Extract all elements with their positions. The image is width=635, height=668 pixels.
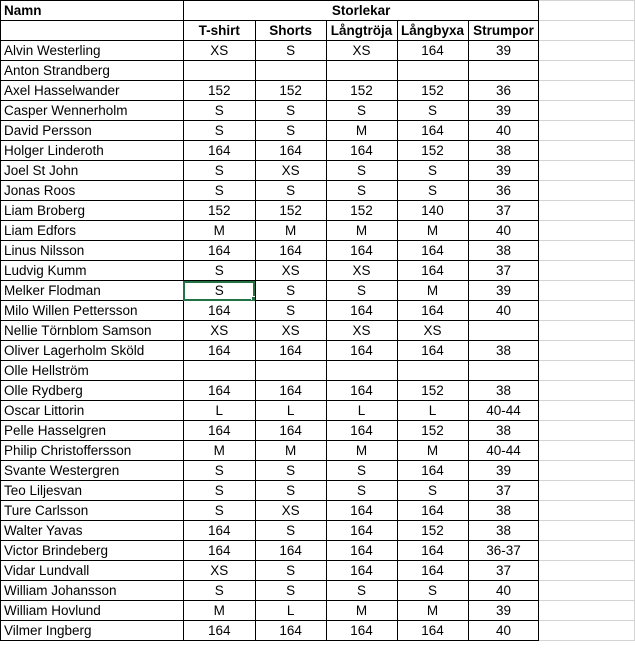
size-cell-langtroja[interactable]: 164	[326, 501, 397, 521]
player-name-cell[interactable]: Milo Willen Pettersson	[1, 301, 184, 321]
size-cell-tshirt[interactable]: 164	[183, 521, 255, 541]
size-cell-langtroja[interactable]: M	[326, 441, 397, 461]
size-cell-tshirt[interactable]: S	[183, 161, 255, 181]
size-cell-shorts[interactable]: XS	[255, 161, 326, 181]
size-cell-strumpor[interactable]	[468, 321, 539, 341]
size-cell-langtroja[interactable]: 164	[326, 141, 397, 161]
size-cell-langbyxa[interactable]: 152	[397, 81, 468, 101]
table-row	[1, 181, 635, 201]
size-cell-langtroja[interactable]: 164	[326, 341, 397, 361]
size-cell-langtroja[interactable]: S	[326, 181, 397, 201]
empty-cell[interactable]	[539, 601, 635, 621]
empty-cell[interactable]	[539, 301, 635, 321]
size-cell-langbyxa[interactable]: S	[397, 481, 468, 501]
table-row	[1, 121, 635, 141]
empty-cell[interactable]	[539, 581, 635, 601]
column-header-langtroja[interactable]: Långtröja	[326, 21, 397, 41]
size-cell-strumpor[interactable]: 39	[468, 161, 539, 181]
size-cell-tshirt[interactable]: XS	[183, 561, 255, 581]
size-cell-langtroja[interactable]: 164	[326, 521, 397, 541]
player-name-cell[interactable]: Melker Flodman	[1, 281, 184, 301]
size-cell-strumpor[interactable]: 37	[468, 561, 539, 581]
namn-header[interactable]: Namn	[1, 1, 184, 21]
size-cell-shorts[interactable]: 164	[255, 241, 326, 261]
size-cell-langtroja[interactable]: 164	[326, 621, 397, 641]
size-cell-tshirt[interactable]: S	[183, 461, 255, 481]
empty-cell[interactable]	[539, 101, 635, 121]
size-cell-shorts[interactable]: XS	[255, 321, 326, 341]
empty-cell[interactable]	[539, 441, 635, 461]
size-cell-shorts[interactable]	[255, 61, 326, 81]
column-header-tshirt[interactable]: T-shirt	[183, 21, 255, 41]
size-cell-tshirt[interactable]: 164	[183, 241, 255, 261]
table-row	[1, 281, 635, 301]
empty-cell[interactable]	[539, 281, 635, 301]
size-cell-langbyxa[interactable]: M	[397, 601, 468, 621]
size-cell-strumpor[interactable]: 37	[468, 261, 539, 281]
player-name-cell[interactable]: Axel Hasselwander	[1, 81, 184, 101]
size-cell-tshirt[interactable]: 152	[183, 201, 255, 221]
empty-cell[interactable]	[539, 421, 635, 441]
empty-cell[interactable]	[539, 61, 635, 81]
table-row	[1, 201, 635, 221]
size-cell-tshirt[interactable]: S	[183, 481, 255, 501]
size-cell-langbyxa[interactable]: 152	[397, 381, 468, 401]
size-cell-tshirt[interactable]: 164	[183, 381, 255, 401]
player-name-cell[interactable]: Nellie Törnblom Samson	[1, 321, 184, 341]
size-cell-langtroja[interactable]: S	[326, 161, 397, 181]
empty-cell[interactable]	[539, 501, 635, 521]
size-cell-langtroja[interactable]: M	[326, 601, 397, 621]
size-cell-tshirt[interactable]	[183, 361, 255, 381]
table-row	[1, 621, 635, 641]
table-row	[1, 241, 635, 261]
table-row	[1, 101, 635, 121]
size-cell-tshirt[interactable]: S	[183, 501, 255, 521]
size-cell-shorts[interactable]: XS	[255, 501, 326, 521]
empty-cell[interactable]	[539, 621, 635, 641]
table-row	[1, 501, 635, 521]
size-cell-shorts[interactable]: S	[255, 561, 326, 581]
empty-cell[interactable]	[539, 521, 635, 541]
player-name-cell[interactable]: Walter Yavas	[1, 521, 184, 541]
size-cell-tshirt[interactable]: M	[183, 221, 255, 241]
size-cell-strumpor[interactable]: 38	[468, 341, 539, 361]
size-cell-strumpor[interactable]: 38	[468, 421, 539, 441]
table-row	[1, 581, 635, 601]
player-name-cell[interactable]: Casper Wennerholm	[1, 101, 184, 121]
table-row	[1, 81, 635, 101]
size-cell-strumpor[interactable]: 36	[468, 181, 539, 201]
table-row	[1, 261, 635, 281]
empty-cell[interactable]	[539, 561, 635, 581]
size-cell-langtroja[interactable]: M	[326, 221, 397, 241]
size-cell-langbyxa[interactable]: 152	[397, 521, 468, 541]
empty-cell[interactable]	[539, 221, 635, 241]
size-cell-langbyxa[interactable]: L	[397, 401, 468, 421]
table-row	[1, 221, 635, 241]
size-cell-langtroja[interactable]: L	[326, 401, 397, 421]
size-cell-strumpor[interactable]: 38	[468, 141, 539, 161]
size-cell-tshirt[interactable]: 164	[183, 621, 255, 641]
size-cell-langbyxa[interactable]: 164	[397, 301, 468, 321]
table-row	[1, 381, 635, 401]
size-cell-shorts[interactable]: S	[255, 101, 326, 121]
empty-cell[interactable]	[539, 81, 635, 101]
size-cell-langtroja[interactable]: M	[326, 121, 397, 141]
empty-cell[interactable]	[539, 121, 635, 141]
player-name-cell[interactable]: Svante Westergren	[1, 461, 184, 481]
size-cell-strumpor[interactable]: 40	[468, 621, 539, 641]
size-cell-langbyxa[interactable]: S	[397, 101, 468, 121]
empty-cell[interactable]	[539, 481, 635, 501]
size-cell-strumpor[interactable]	[468, 61, 539, 81]
size-cell-shorts[interactable]: 164	[255, 541, 326, 561]
size-cell-shorts[interactable]: S	[255, 41, 326, 61]
size-cell-langtroja[interactable]: S	[326, 581, 397, 601]
size-cell-strumpor[interactable]	[468, 361, 539, 381]
table-row	[1, 341, 635, 361]
player-name-cell[interactable]: Olle Rydberg	[1, 381, 184, 401]
size-cell-langbyxa[interactable]: XS	[397, 321, 468, 341]
size-cell-langbyxa[interactable]: M	[397, 441, 468, 461]
empty-cell[interactable]	[539, 141, 635, 161]
size-cell-tshirt[interactable]: 164	[183, 541, 255, 561]
size-cell-langtroja[interactable]: 164	[326, 421, 397, 441]
table-row	[1, 541, 635, 561]
size-cell-langtroja[interactable]: S	[326, 481, 397, 501]
size-cell-shorts[interactable]: S	[255, 521, 326, 541]
size-cell-langbyxa[interactable]: 164	[397, 621, 468, 641]
player-name-cell[interactable]: Liam Broberg	[1, 201, 184, 221]
size-cell-langtroja[interactable]	[326, 61, 397, 81]
size-cell-strumpor[interactable]: 40-44	[468, 441, 539, 461]
table-row	[1, 321, 635, 341]
size-cell-shorts[interactable]: 152	[255, 201, 326, 221]
size-cell-strumpor[interactable]: 39	[468, 101, 539, 121]
empty-cell[interactable]	[539, 461, 635, 481]
empty-header-cell[interactable]	[1, 21, 184, 41]
size-cell-shorts[interactable]: S	[255, 281, 326, 301]
size-cell-shorts[interactable]: 164	[255, 341, 326, 361]
size-cell-langbyxa[interactable]	[397, 361, 468, 381]
size-cell-langtroja[interactable]: S	[326, 461, 397, 481]
size-cell-tshirt[interactable]: L	[183, 401, 255, 421]
size-cell-shorts[interactable]: 164	[255, 381, 326, 401]
player-name-cell[interactable]: Olle Hellström	[1, 361, 184, 381]
size-cell-langtroja[interactable]: 164	[326, 561, 397, 581]
size-cell-langbyxa[interactable]: 164	[397, 461, 468, 481]
size-cell-langbyxa[interactable]: M	[397, 221, 468, 241]
size-cell-langtroja[interactable]: 152	[326, 201, 397, 221]
size-cell-langbyxa[interactable]: 152	[397, 141, 468, 161]
size-cell-langtroja[interactable]: 164	[326, 241, 397, 261]
table-row	[1, 141, 635, 161]
size-cell-strumpor[interactable]: 39	[468, 41, 539, 61]
column-header-shorts[interactable]: Shorts	[255, 21, 326, 41]
size-cell-tshirt[interactable]: S	[183, 101, 255, 121]
player-name-cell[interactable]: Victor Brindeberg	[1, 541, 184, 561]
player-name-cell[interactable]: Pelle Hasselgren	[1, 421, 184, 441]
size-cell-langtroja[interactable]: S	[326, 281, 397, 301]
size-cell-langbyxa[interactable]: 164	[397, 501, 468, 521]
player-name-cell[interactable]: Oscar Littorin	[1, 401, 184, 421]
table-row	[1, 421, 635, 441]
selected-cell[interactable]: S	[183, 281, 255, 301]
player-name-cell[interactable]: Jonas Roos	[1, 181, 184, 201]
empty-cell[interactable]	[539, 1, 635, 21]
size-cell-tshirt[interactable]: M	[183, 601, 255, 621]
size-cell-langtroja[interactable]	[326, 361, 397, 381]
size-cell-tshirt[interactable]: 164	[183, 141, 255, 161]
table-row	[1, 561, 635, 581]
player-name-cell[interactable]: Vilmer Ingberg	[1, 621, 184, 641]
player-name-cell[interactable]: Philip Christoffersson	[1, 441, 184, 461]
size-cell-shorts[interactable]: L	[255, 601, 326, 621]
player-name-cell[interactable]: William Hovlund	[1, 601, 184, 621]
player-name-cell[interactable]: Ture Carlsson	[1, 501, 184, 521]
size-cell-strumpor[interactable]: 38	[468, 241, 539, 261]
size-cell-langtroja[interactable]: XS	[326, 261, 397, 281]
size-cell-langtroja[interactable]: XS	[326, 321, 397, 341]
size-cell-strumpor[interactable]: 38	[468, 521, 539, 541]
size-cell-langbyxa[interactable]: 164	[397, 121, 468, 141]
header-row-2	[1, 21, 635, 41]
size-cell-langbyxa[interactable]: S	[397, 181, 468, 201]
player-name-cell[interactable]: Vidar Lundvall	[1, 561, 184, 581]
size-cell-langbyxa[interactable]: S	[397, 161, 468, 181]
size-cell-strumpor[interactable]: 40-44	[468, 401, 539, 421]
player-name-cell[interactable]: Joel St John	[1, 161, 184, 181]
size-cell-shorts[interactable]: L	[255, 401, 326, 421]
size-cell-langtroja[interactable]: 164	[326, 301, 397, 321]
empty-cell[interactable]	[539, 241, 635, 261]
table-row	[1, 361, 635, 381]
size-cell-strumpor[interactable]: 36	[468, 81, 539, 101]
size-cell-strumpor[interactable]: 37	[468, 201, 539, 221]
size-cell-tshirt[interactable]	[183, 61, 255, 81]
size-cell-strumpor[interactable]: 40	[468, 581, 539, 601]
size-cell-tshirt[interactable]: 164	[183, 421, 255, 441]
empty-cell[interactable]	[539, 381, 635, 401]
size-cell-langbyxa[interactable]: 164	[397, 241, 468, 261]
size-cell-langtroja[interactable]: S	[326, 101, 397, 121]
table-row	[1, 61, 635, 81]
size-cell-tshirt[interactable]: 164	[183, 301, 255, 321]
size-cell-langbyxa[interactable]: M	[397, 281, 468, 301]
size-cell-langbyxa[interactable]: S	[397, 581, 468, 601]
size-cell-langbyxa[interactable]: 164	[397, 341, 468, 361]
size-cell-shorts[interactable]: S	[255, 121, 326, 141]
table-row	[1, 601, 635, 621]
size-cell-tshirt[interactable]: S	[183, 261, 255, 281]
size-cell-langtroja[interactable]: 164	[326, 541, 397, 561]
empty-cell[interactable]	[539, 201, 635, 221]
size-cell-langbyxa[interactable]	[397, 61, 468, 81]
size-cell-langbyxa[interactable]: 164	[397, 261, 468, 281]
size-cell-shorts[interactable]	[255, 361, 326, 381]
table-row	[1, 401, 635, 421]
empty-cell[interactable]	[539, 161, 635, 181]
size-cell-shorts[interactable]: XS	[255, 261, 326, 281]
size-cell-shorts[interactable]: 152	[255, 81, 326, 101]
table-row	[1, 301, 635, 321]
size-cell-shorts[interactable]: 164	[255, 621, 326, 641]
header-row-1	[1, 1, 635, 21]
empty-cell[interactable]	[539, 341, 635, 361]
size-cell-strumpor[interactable]: 40	[468, 301, 539, 321]
column-header-langbyxa[interactable]: Långbyxa	[397, 21, 468, 41]
size-cell-tshirt[interactable]: M	[183, 441, 255, 461]
size-cell-tshirt[interactable]: XS	[183, 321, 255, 341]
size-cell-langbyxa[interactable]: 164	[397, 41, 468, 61]
size-cell-langbyxa[interactable]: 140	[397, 201, 468, 221]
size-cell-shorts[interactable]: S	[255, 461, 326, 481]
size-cell-shorts[interactable]: S	[255, 481, 326, 501]
size-cell-langbyxa[interactable]: 164	[397, 561, 468, 581]
size-cell-strumpor[interactable]: 38	[468, 381, 539, 401]
size-cell-strumpor[interactable]: 39	[468, 601, 539, 621]
storlekar-header[interactable]: Storlekar	[183, 1, 539, 21]
size-cell-strumpor[interactable]: 39	[468, 281, 539, 301]
size-cell-shorts[interactable]: 164	[255, 141, 326, 161]
size-cell-tshirt[interactable]: 152	[183, 81, 255, 101]
size-cell-langtroja[interactable]: 164	[326, 381, 397, 401]
player-name-cell[interactable]: Linus Nilsson	[1, 241, 184, 261]
size-cell-shorts[interactable]: S	[255, 581, 326, 601]
player-name-cell[interactable]: Ludvig Kumm	[1, 261, 184, 281]
player-name-cell[interactable]: David Persson	[1, 121, 184, 141]
player-name-cell[interactable]: Liam Edfors	[1, 221, 184, 241]
empty-cell[interactable]	[539, 181, 635, 201]
size-cell-strumpor[interactable]: 39	[468, 461, 539, 481]
size-cell-shorts[interactable]: S	[255, 181, 326, 201]
player-name-cell[interactable]: Anton Strandberg	[1, 61, 184, 81]
size-cell-tshirt[interactable]: S	[183, 181, 255, 201]
empty-cell[interactable]	[539, 261, 635, 281]
size-cell-shorts[interactable]: M	[255, 221, 326, 241]
size-cell-tshirt[interactable]: S	[183, 581, 255, 601]
table-row	[1, 461, 635, 481]
player-name-cell[interactable]: Alvin Westerling	[1, 41, 184, 61]
size-cell-langbyxa[interactable]: 152	[397, 421, 468, 441]
empty-cell[interactable]	[539, 361, 635, 381]
size-cell-tshirt[interactable]: 164	[183, 341, 255, 361]
size-cell-langtroja[interactable]: 152	[326, 81, 397, 101]
size-cell-strumpor[interactable]: 36-37	[468, 541, 539, 561]
player-name-cell[interactable]: Holger Linderoth	[1, 141, 184, 161]
size-cell-shorts[interactable]: M	[255, 441, 326, 461]
size-cell-tshirt[interactable]: S	[183, 121, 255, 141]
table-row	[1, 161, 635, 181]
size-cell-tshirt[interactable]: XS	[183, 41, 255, 61]
size-cell-shorts[interactable]: 164	[255, 421, 326, 441]
size-cell-strumpor[interactable]: 40	[468, 121, 539, 141]
empty-cell[interactable]	[539, 401, 635, 421]
size-cell-strumpor[interactable]: 37	[468, 481, 539, 501]
table-row	[1, 441, 635, 461]
size-cell-strumpor[interactable]: 38	[468, 501, 539, 521]
size-cell-strumpor[interactable]: 40	[468, 221, 539, 241]
size-cell-shorts[interactable]: S	[255, 301, 326, 321]
table-row	[1, 481, 635, 501]
table-row	[1, 521, 635, 541]
player-name-cell[interactable]: Teo Liljesvan	[1, 481, 184, 501]
empty-cell[interactable]	[539, 21, 635, 41]
empty-cell[interactable]	[539, 321, 635, 341]
empty-cell[interactable]	[539, 541, 635, 561]
player-name-cell[interactable]: Oliver Lagerholm Sköld	[1, 341, 184, 361]
column-header-strumpor[interactable]: Strumpor	[468, 21, 539, 41]
player-name-cell[interactable]: William Johansson	[1, 581, 184, 601]
empty-cell[interactable]	[539, 41, 635, 61]
table-row	[1, 41, 635, 61]
size-cell-langbyxa[interactable]: 164	[397, 541, 468, 561]
size-cell-langtroja[interactable]: XS	[326, 41, 397, 61]
